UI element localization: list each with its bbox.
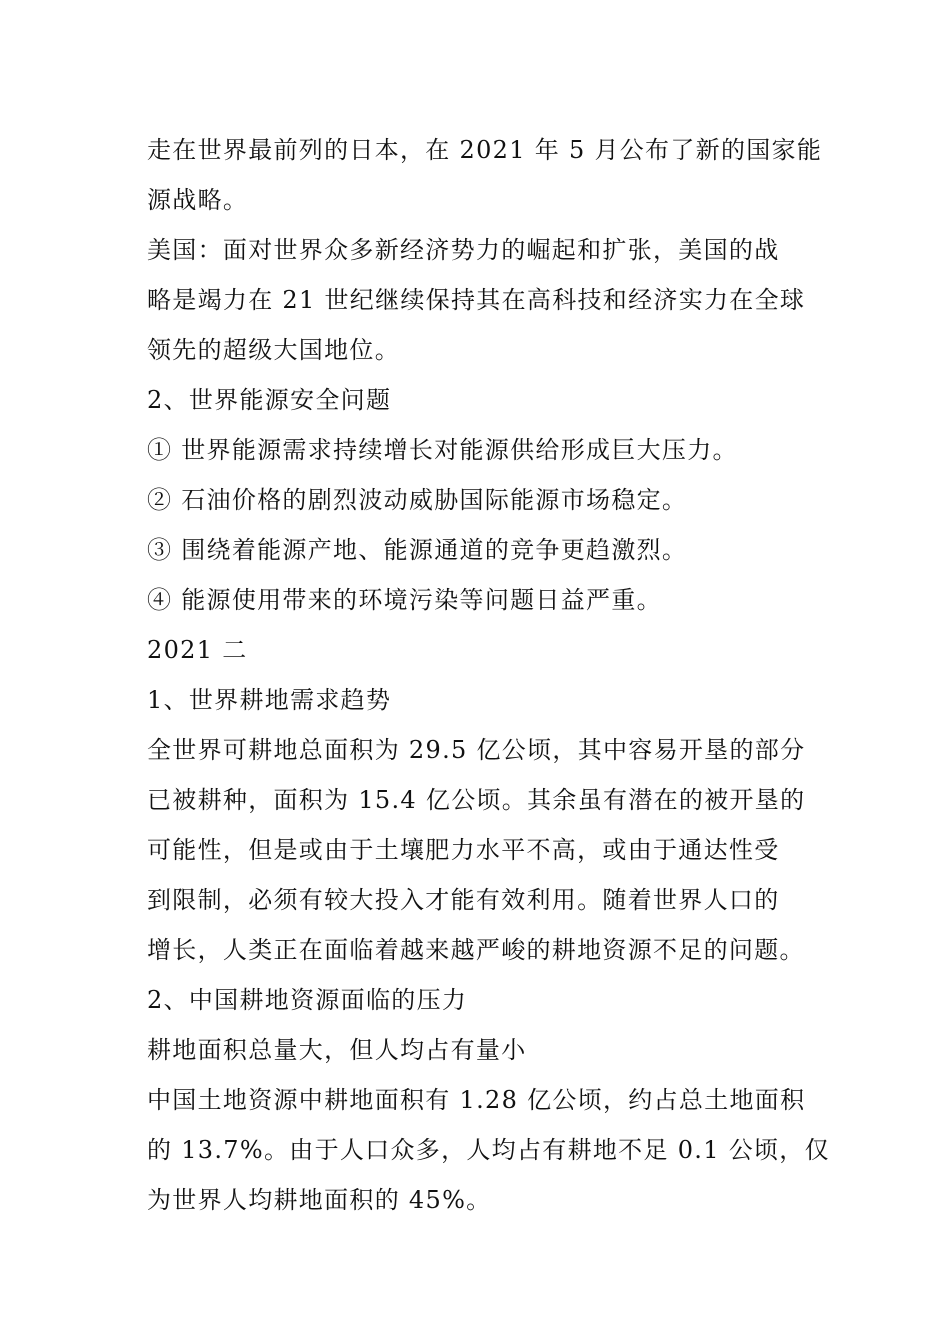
list-item-1: ① 世界能源需求持续增长对能源供给形成巨大压力。 <box>147 436 738 464</box>
paragraph-farmland-line-4: 到限制，必须有较大投入才能有效利用。随着世界人口的 <box>147 886 780 914</box>
list-item-2: ② 石油价格的剧烈波动威胁国际能源市场稳定。 <box>147 486 688 514</box>
paragraph-usa-line-1: 美国：面对世界众多新经济势力的崛起和扩张，美国的战 <box>147 236 780 264</box>
paragraph-farmland-line-5: 增长，人类正在面临着越来越严峻的耕地资源不足的问题。 <box>147 936 805 964</box>
paragraph-usa-line-2: 略是竭力在 21 世纪继续保持其在高科技和经济实力在全球 <box>147 286 806 314</box>
heading-world-farmland: 1、世界耕地需求趋势 <box>147 686 392 714</box>
paragraph-japan-line-1: 走在世界最前列的日本，在 2021 年 5 月公布了新的国家能 <box>147 136 823 164</box>
heading-china-farmland: 2、中国耕地资源面临的压力 <box>147 986 468 1014</box>
subheading-farmland-per-capita: 耕地面积总量大，但人均占有量小 <box>147 1036 527 1064</box>
paragraph-farmland-line-2: 已被耕种，面积为 15.4 亿公顷。其余虽有潜在的被开垦的 <box>147 786 806 814</box>
paragraph-china-line-1: 中国土地资源中耕地面积有 1.28 亿公顷，约占总土地面积 <box>147 1086 806 1114</box>
section-heading-2021-two: 2021 二 <box>147 636 248 664</box>
paragraph-farmland-line-3: 可能性，但是或由于土壤肥力水平不高，或由于通达性受 <box>147 836 780 864</box>
heading-energy-security: 2、世界能源安全问题 <box>147 386 392 414</box>
paragraph-japan-line-2: 源战略。 <box>147 186 249 214</box>
paragraph-china-line-3: 为世界人均耕地面积的 45%。 <box>147 1186 492 1214</box>
list-item-4: ④ 能源使用带来的环境污染等问题日益严重。 <box>147 586 662 614</box>
list-item-3: ③ 围绕着能源产地、能源通道的竞争更趋激烈。 <box>147 536 688 564</box>
paragraph-farmland-line-1: 全世界可耕地总面积为 29.5 亿公顷，其中容易开垦的部分 <box>147 736 806 764</box>
paragraph-china-line-2: 的 13.7%。由于人口众多，人均占有耕地不足 0.1 公顷，仅 <box>147 1136 830 1164</box>
paragraph-usa-line-3: 领先的超级大国地位。 <box>147 336 400 364</box>
